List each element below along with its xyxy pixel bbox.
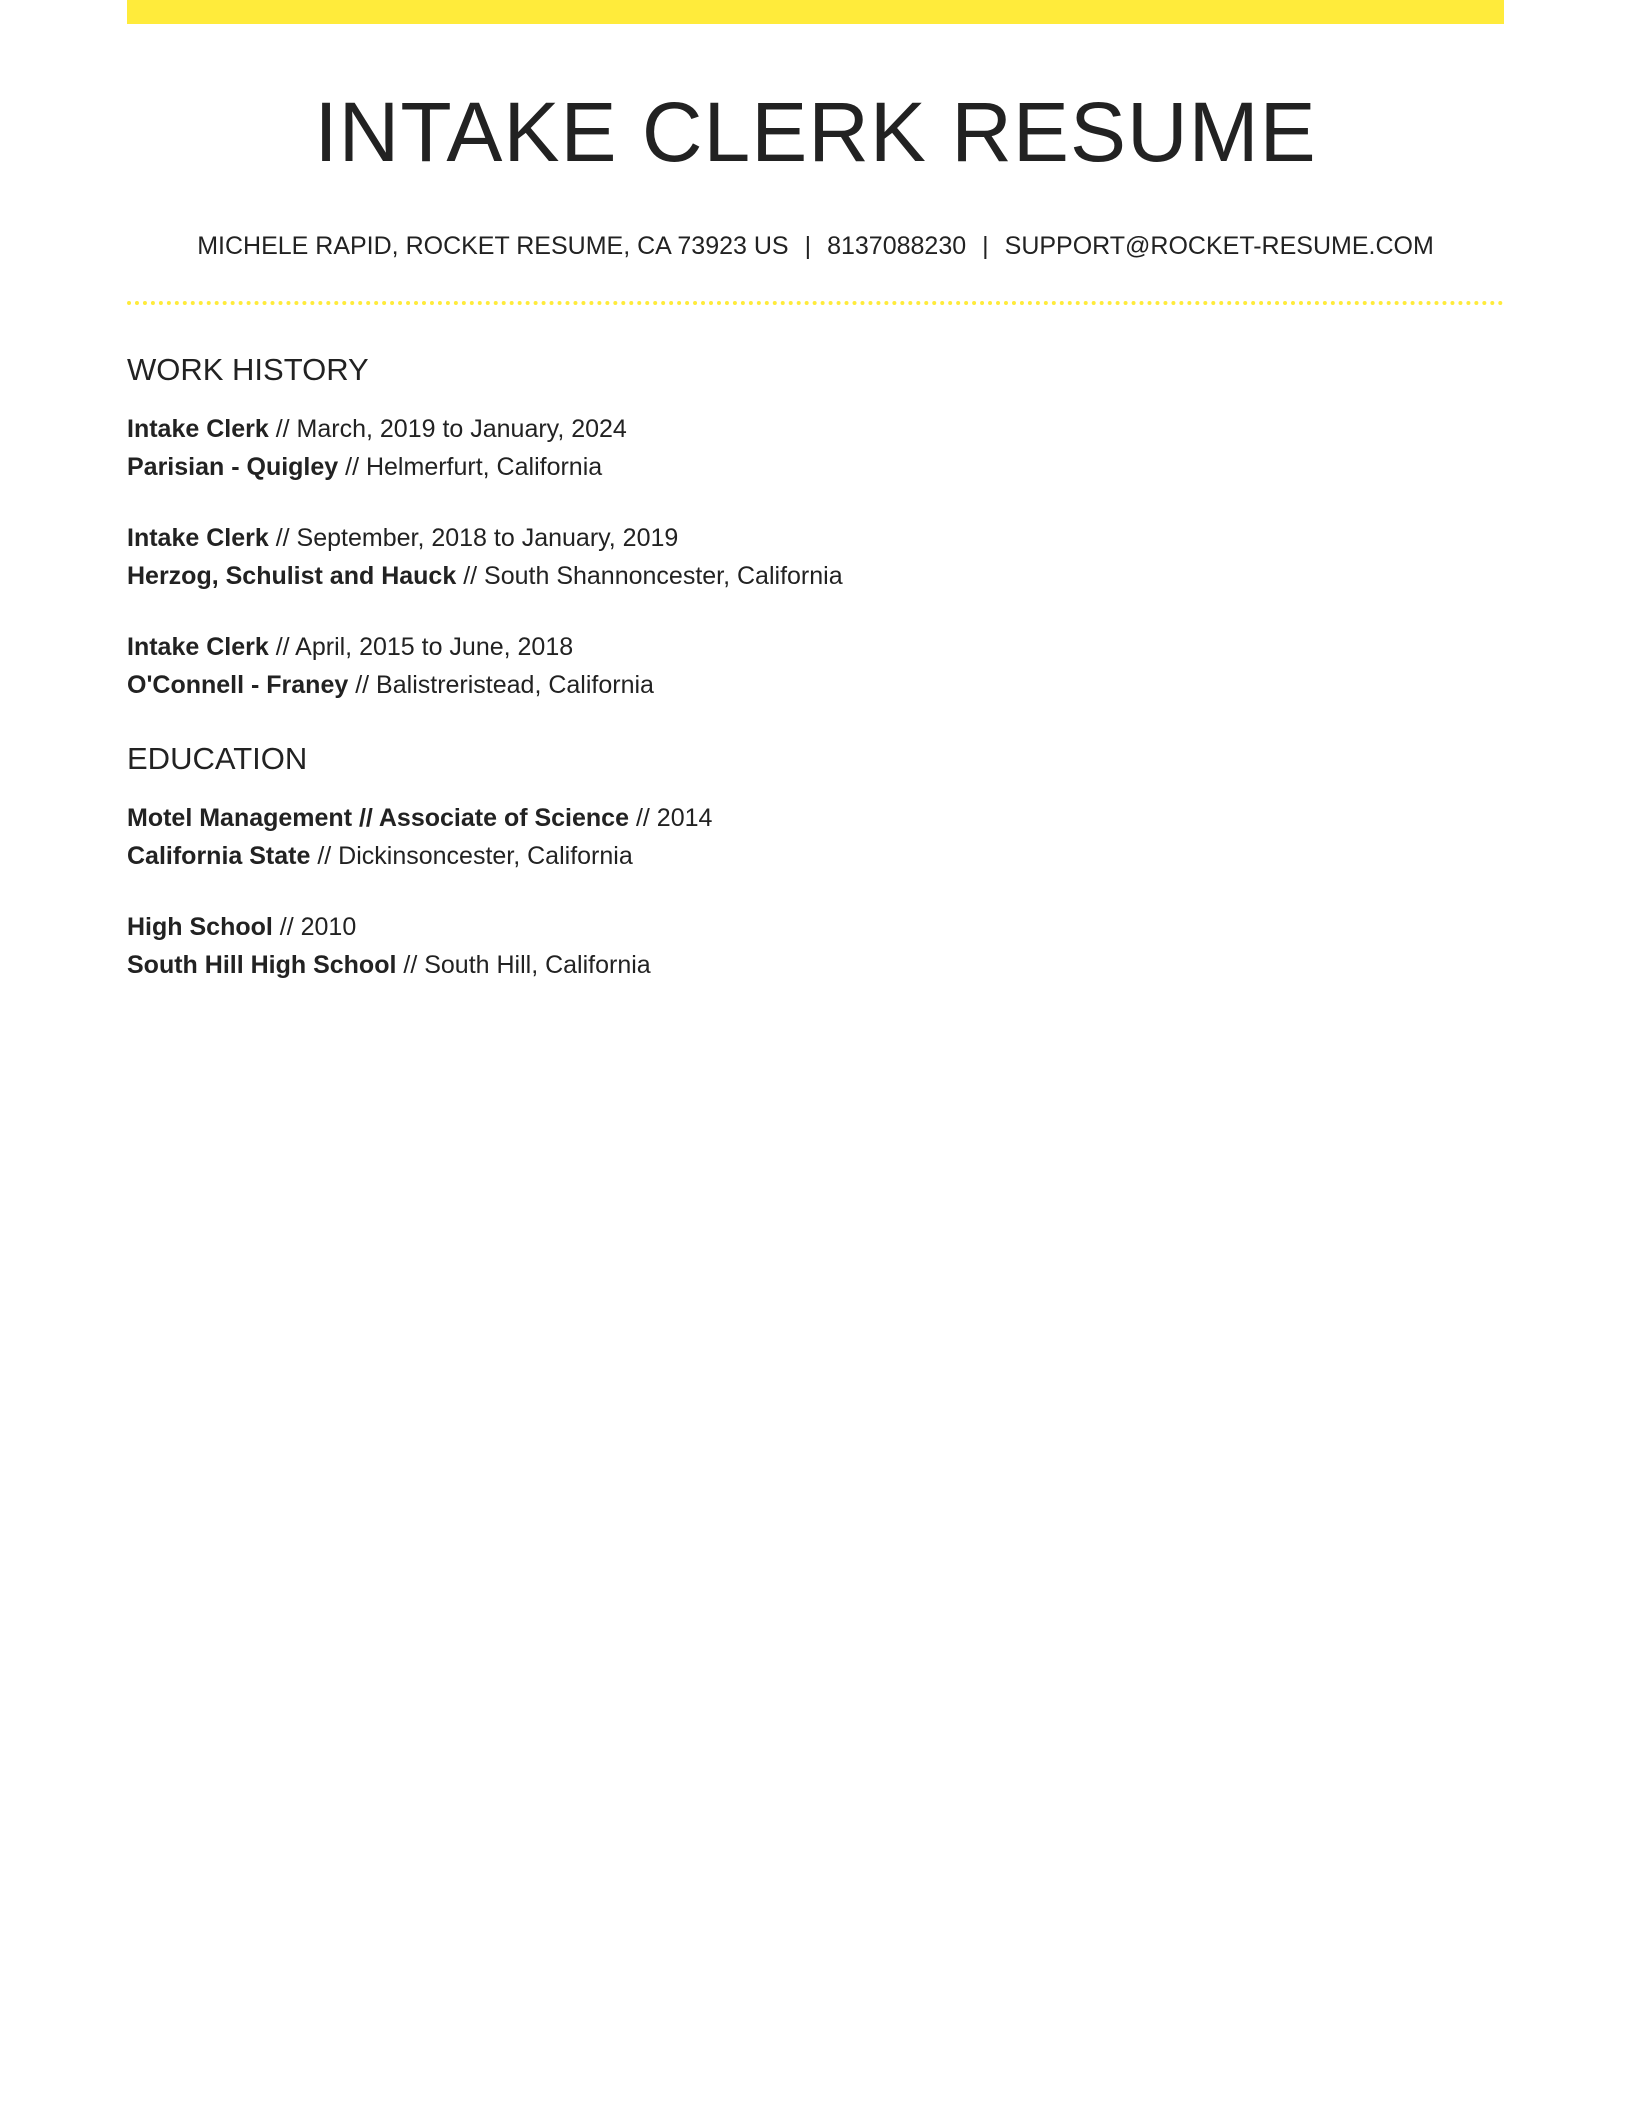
resume-page (127, 0, 1504, 984)
work-location: // South Shannoncester, California (463, 561, 843, 590)
education-year: // 2014 (635, 804, 713, 833)
education-entry (127, 799, 1504, 875)
contact-line (127, 231, 1504, 261)
contact-separator: | (982, 231, 989, 260)
work-entry-title-line (127, 519, 1504, 557)
education-school: California State (127, 842, 311, 871)
work-dates: // March, 2019 to January, 2024 (275, 414, 627, 443)
work-dates: // September, 2018 to January, 2019 (275, 523, 679, 552)
work-entry-title-line (127, 410, 1504, 448)
contact-phone: 8137088230 (827, 231, 967, 260)
contact-address: MICHELE RAPID, ROCKET RESUME, CA 73923 US (197, 231, 789, 260)
education-entry (127, 908, 1504, 984)
education-heading: EDUCATION (127, 740, 308, 776)
education-location: // South Hill, California (403, 951, 651, 980)
work-company: Parisian - Quigley (127, 452, 339, 481)
work-entry-company-line (127, 666, 1504, 704)
education-entry-degree-line (127, 908, 1504, 946)
education-school: South Hill High School (127, 951, 397, 980)
work-position: Intake Clerk (127, 632, 269, 661)
education-entry-degree-line (127, 799, 1504, 837)
work-entry-title-line (127, 628, 1504, 666)
education-degree: High School (127, 913, 273, 942)
work-position: Intake Clerk (127, 414, 269, 443)
top-accent-bar (127, 0, 1504, 24)
education-entry-school-line (127, 946, 1504, 984)
work-history-heading: WORK HISTORY (127, 351, 369, 387)
work-entry (127, 519, 1504, 595)
contact-separator: | (804, 231, 812, 260)
work-entry (127, 628, 1504, 704)
dotted-divider (127, 301, 1504, 305)
work-entry (127, 410, 1504, 486)
work-location: // Balistreristead, California (355, 670, 654, 699)
resume-title: INTAKE CLERK RESUME (314, 85, 1317, 179)
contact-email: SUPPORT@ROCKET-RESUME.COM (1004, 231, 1434, 260)
education-entry-school-line (127, 837, 1504, 875)
work-position: Intake Clerk (127, 523, 269, 552)
work-location: // Helmerfurt, California (345, 452, 603, 481)
work-company: Herzog, Schulist and Hauck (127, 561, 457, 590)
work-entry-company-line (127, 448, 1504, 486)
work-company: O'Connell - Franey (127, 670, 349, 699)
education-location: // Dickinsoncester, California (317, 842, 633, 871)
work-dates: // April, 2015 to June, 2018 (275, 632, 574, 661)
education-degree: Motel Management // Associate of Science (127, 804, 629, 833)
education-year: // 2010 (279, 913, 357, 942)
work-entry-company-line (127, 557, 1504, 595)
